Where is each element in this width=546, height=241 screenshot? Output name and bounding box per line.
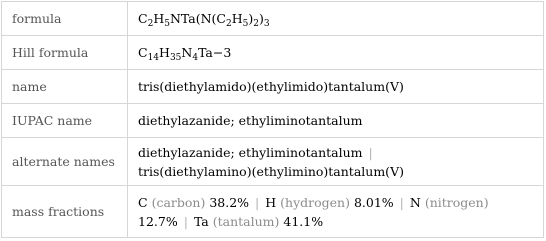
formula-part: NTa(N(C [169, 11, 226, 26]
element-symbol: Ta [193, 213, 209, 229]
element-fraction: 38.2% [209, 194, 250, 210]
formula-subscript: 5 [242, 19, 249, 29]
element-fraction: 41.1% [283, 213, 324, 229]
element-name: (tantalum) [212, 213, 280, 229]
iupac-name-row [2, 104, 543, 138]
alternate-name: diethylazanide; ethyliminotantalum [138, 144, 363, 160]
hill-part: N [181, 45, 193, 60]
name-value: tris(diethylamido)(ethylimido)tantalum(V) [138, 79, 404, 94]
alternate-names-row [2, 138, 543, 186]
formula-subscript: 5 [164, 19, 170, 29]
mass-fractions-label: mass fractions [2, 186, 128, 237]
formula-label: formula [2, 2, 128, 35]
element-symbol: N [409, 194, 421, 210]
element-name: (carbon) [151, 194, 206, 210]
element-fraction: 12.7% [138, 213, 178, 229]
formula-subscript: 2 [225, 19, 232, 29]
formula-part: C [138, 11, 148, 26]
hill-formula-row [2, 36, 543, 70]
formula-part: H [153, 11, 165, 26]
properties-table [1, 1, 544, 238]
element-fraction: 8.01% [353, 194, 394, 210]
element-name: (nitrogen) [424, 194, 489, 210]
formula-subscript: 3 [263, 19, 270, 29]
element-symbol: H [265, 194, 277, 210]
hill-subscript: 4 [192, 53, 199, 63]
mass-fractions-row [2, 186, 543, 237]
hill-part: Ta−3 [198, 45, 232, 60]
separator: | [368, 144, 373, 160]
formula-subscript: 2 [147, 19, 154, 29]
hill-part: C [138, 45, 148, 60]
formula-value [128, 2, 543, 35]
mass-fractions-value [128, 186, 543, 237]
name-row [2, 70, 543, 104]
formula-subscript: 2 [253, 19, 259, 29]
separator: | [255, 194, 260, 210]
formula-part: ) [258, 11, 264, 26]
hill-formula-label: Hill formula [2, 36, 128, 69]
iupac-name-value: diethylazanide; ethyliminotantalum [138, 113, 363, 128]
element-symbol: C [138, 194, 148, 210]
alternate-name: tris(diethylamino)(ethylimino)tantalum(V) [138, 163, 404, 179]
hill-part: H [159, 45, 170, 60]
hill-subscript: 35 [169, 53, 182, 63]
hill-formula-value [128, 36, 543, 69]
alternate-names-value [128, 138, 543, 185]
formula-row [2, 2, 543, 36]
formula-part: ) [248, 11, 254, 26]
element-name: (hydrogen) [280, 194, 350, 210]
name-label: name [2, 70, 128, 103]
separator: | [399, 194, 404, 210]
separator: | [183, 213, 188, 229]
formula-part: H [231, 11, 243, 26]
iupac-name-label: IUPAC name [2, 104, 128, 137]
alternate-names-label: alternate names [2, 138, 128, 185]
hill-subscript: 14 [147, 53, 160, 63]
